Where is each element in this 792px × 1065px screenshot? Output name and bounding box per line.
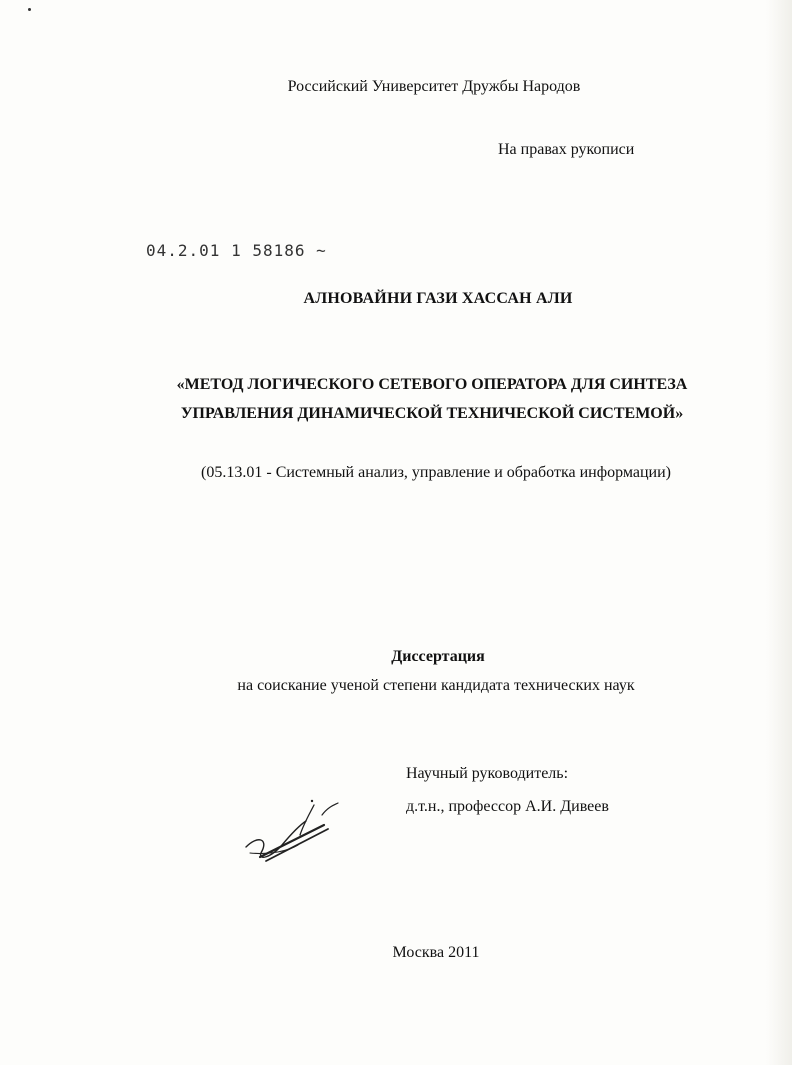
scan-speck xyxy=(28,8,31,11)
scan-edge-shadow xyxy=(766,0,792,1065)
archive-stamp-number: 04.2.01 1 58186 ~ xyxy=(146,241,327,260)
advisor-label: Научный руководитель: xyxy=(406,765,569,782)
degree-sought: на соискание ученой степени кандидата технических наук xyxy=(237,677,635,694)
advisor-name: д.т.н., профессор А.И. Дивеев xyxy=(406,798,609,815)
thesis-title-line-2: УПРАВЛЕНИЯ ДИНАМИЧЕСКОЙ ТЕХНИЧЕСКОЙ СИСТЕМОЙ» xyxy=(180,405,684,422)
city-and-year: Москва 2011 xyxy=(392,944,480,961)
specialty-code: (05.13.01 - Системный анализ, управление и обработка информации) xyxy=(201,464,671,481)
manuscript-rights-note: На правах рукописи xyxy=(498,141,635,158)
handwritten-signature-icon xyxy=(240,795,350,870)
university-name: Российский Университет Дружбы Народов xyxy=(287,78,581,95)
thesis-title-line-1: «МЕТОД ЛОГИЧЕСКОГО СЕТЕВОГО ОПЕРАТОРА ДЛЯ СИНТЕЗА xyxy=(176,376,688,393)
dissertation-type: Диссертация xyxy=(391,648,485,665)
author-name: АЛНОВАЙНИ ГАЗИ ХАССАН АЛИ xyxy=(303,290,573,307)
